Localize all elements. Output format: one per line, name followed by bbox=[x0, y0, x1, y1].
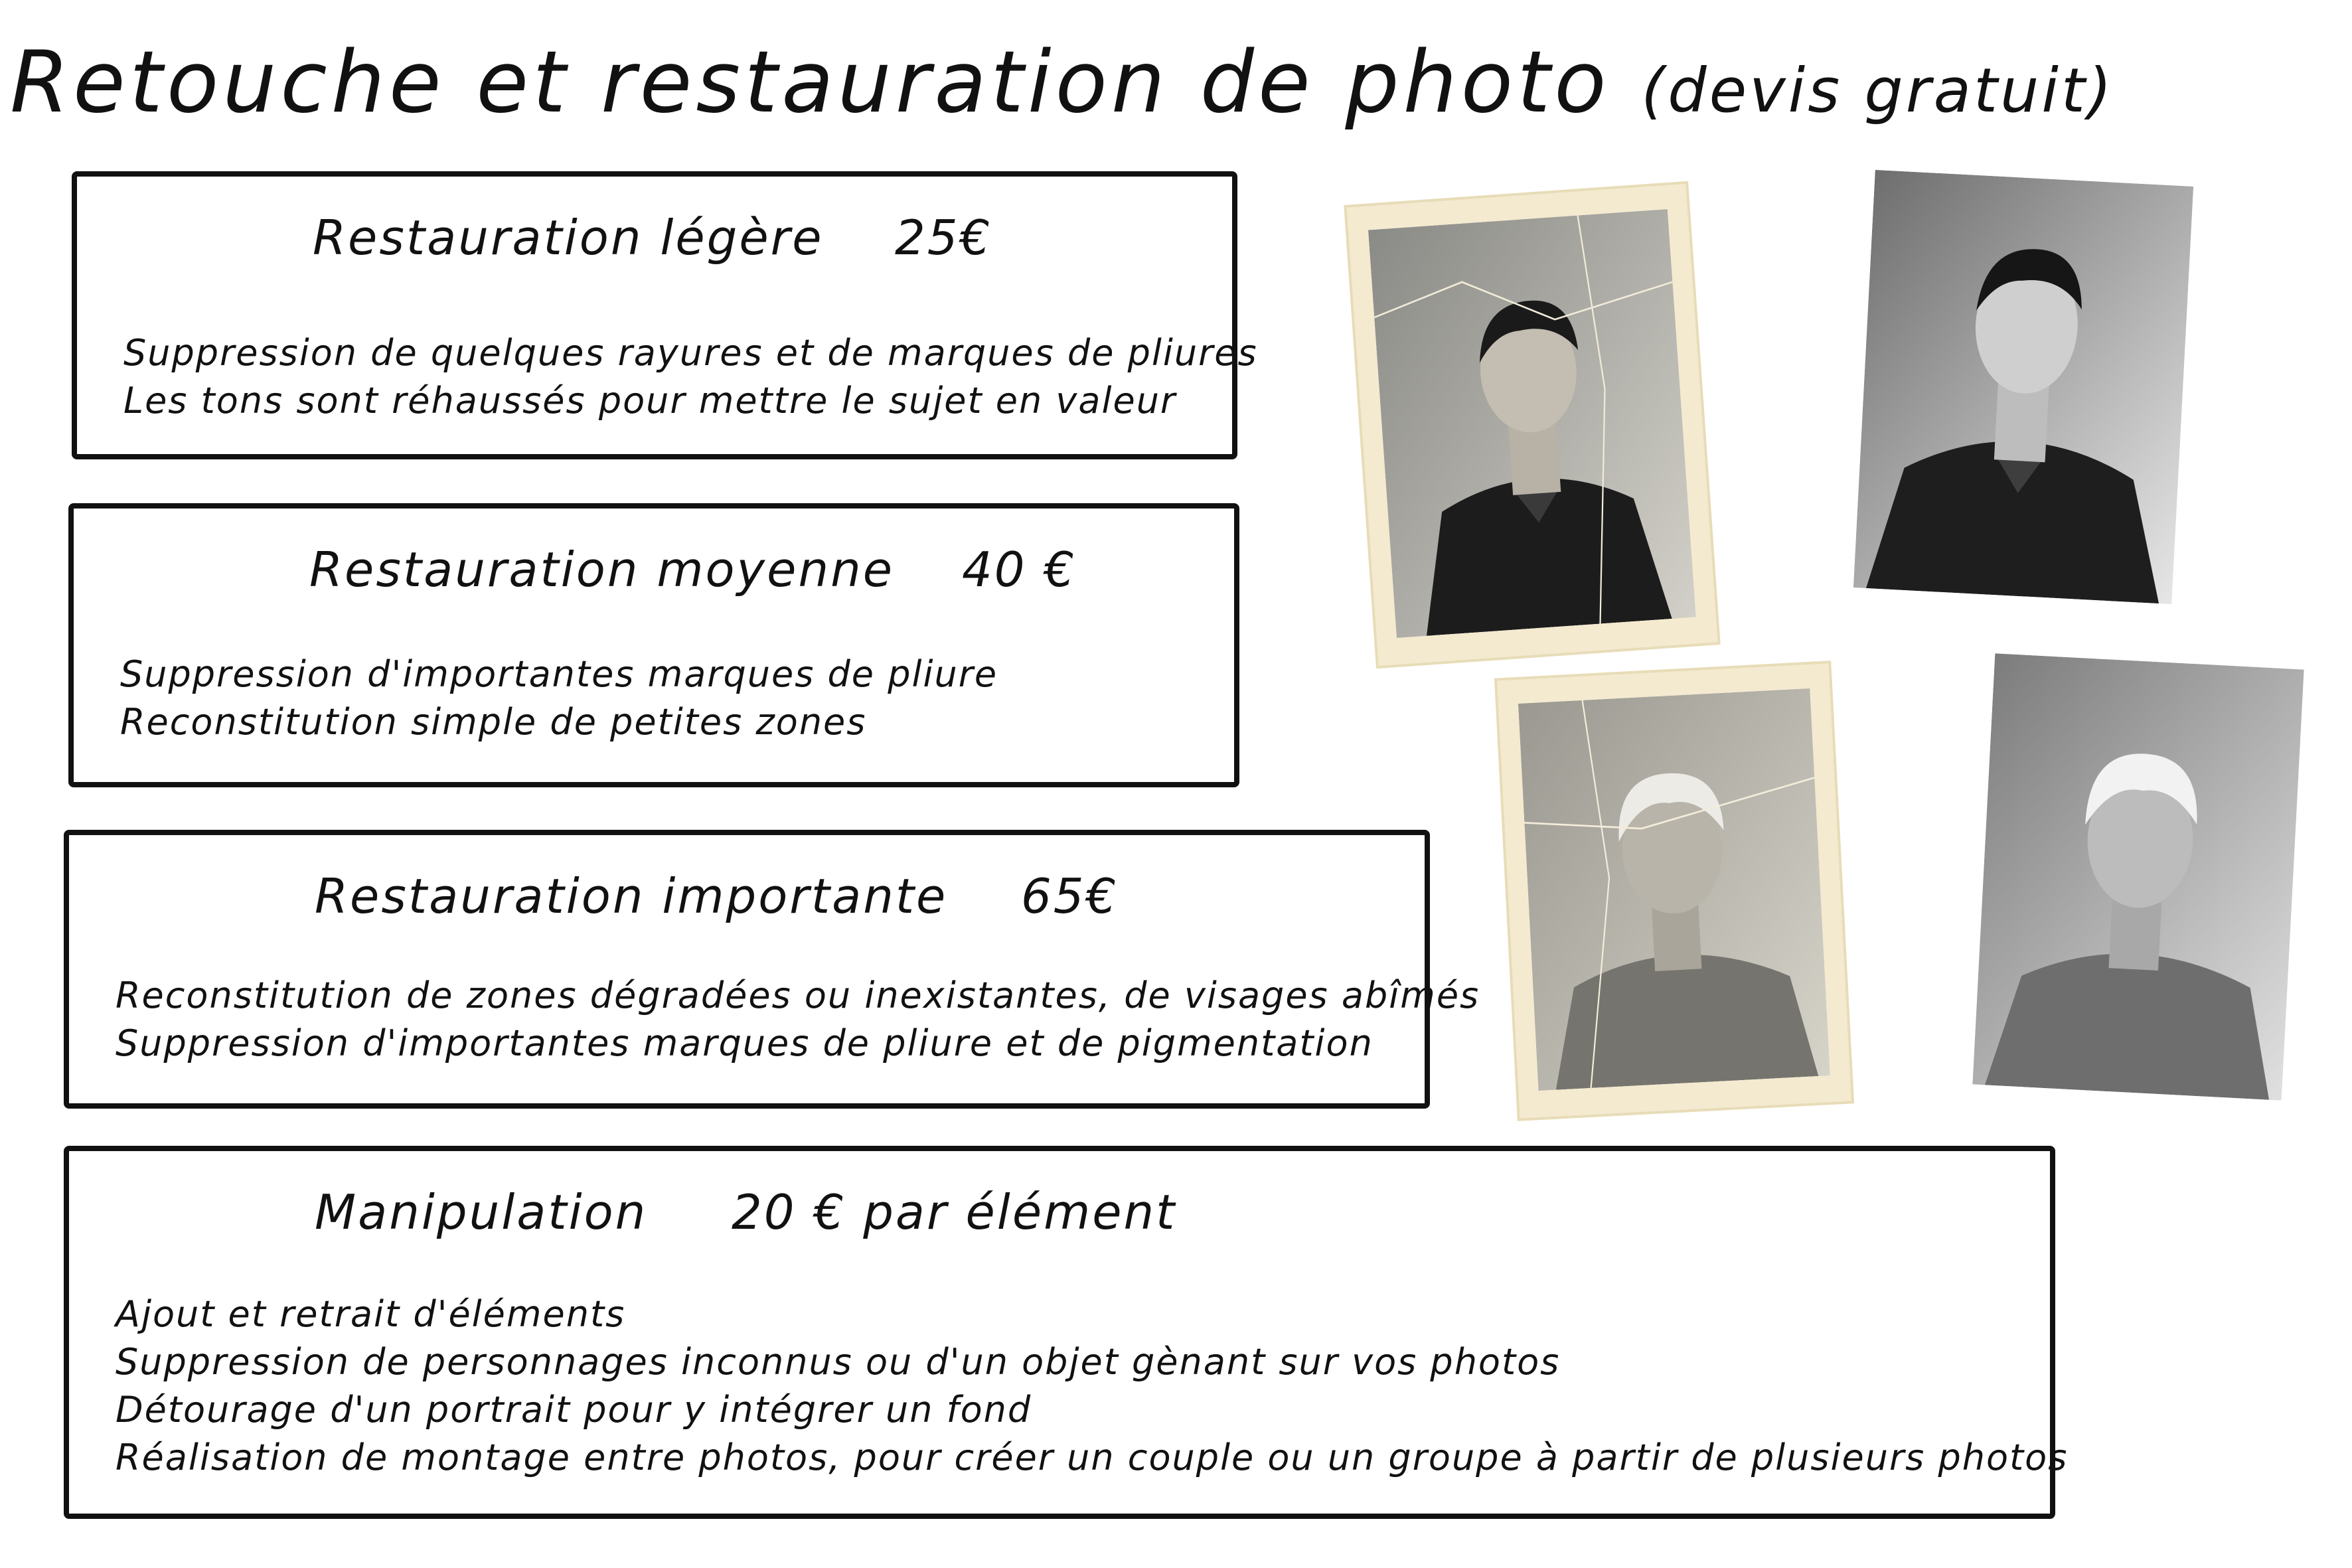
page-title bbox=[0, 33, 2124, 132]
service-description bbox=[116, 1291, 2068, 1482]
service-name: Restauration moyenne bbox=[309, 542, 895, 597]
before-photo-man-1 bbox=[1344, 181, 1721, 669]
service-box-manipulation bbox=[64, 1146, 2069, 1519]
service-price: 65€ bbox=[1021, 868, 1119, 924]
service-name: Restauration importante bbox=[315, 868, 948, 924]
service-box-medium bbox=[68, 503, 1239, 787]
service-name: Restauration légère bbox=[313, 210, 824, 266]
before-photo-man-2 bbox=[1494, 661, 1854, 1121]
description-line: Réalisation de montage entre photos, pour créer un couple ou un groupe à partir de plusieurs photos bbox=[116, 1437, 2069, 1478]
service-box-light bbox=[72, 171, 1258, 459]
service-price: 25€ bbox=[895, 210, 992, 266]
description-line: Ajout et retrait d'éléments bbox=[116, 1293, 626, 1335]
service-description bbox=[120, 651, 998, 746]
title-subtitle: (devis gratuit) bbox=[1641, 55, 2114, 126]
description-line: Suppression d'importantes marques de pliure et de pigmentation bbox=[116, 1022, 1373, 1064]
description-line: Suppression d'importantes marques de pliure bbox=[120, 653, 998, 695]
after-photo-man-2 bbox=[1972, 653, 2304, 1100]
service-box-heavy bbox=[64, 830, 1480, 1109]
service-description bbox=[123, 329, 1258, 425]
description-line: Les tons sont réhaussés pour mettre le sujet en valeur bbox=[123, 380, 1177, 422]
service-description bbox=[116, 972, 1480, 1067]
title-main: Retouche et restauration de photo bbox=[10, 33, 1610, 132]
description-line: Reconstitution de zones dégradées ou inexistantes, de visages abîmés bbox=[116, 975, 1480, 1016]
description-line: Suppression de personnages inconnus ou d'un objet gènant sur vos photos bbox=[116, 1341, 1561, 1383]
service-price: 40 € bbox=[962, 542, 1077, 597]
description-line: Suppression de quelques rayures et de marques de pliures bbox=[123, 332, 1258, 374]
service-name: Manipulation bbox=[315, 1184, 648, 1240]
description-line: Reconstitution simple de petites zones bbox=[120, 701, 867, 743]
after-photo-man-1 bbox=[1853, 170, 2193, 604]
service-price: 20 € par élément bbox=[732, 1184, 1177, 1240]
description-line: Détourage d'un portrait pour y intégrer un fond bbox=[116, 1389, 1032, 1431]
